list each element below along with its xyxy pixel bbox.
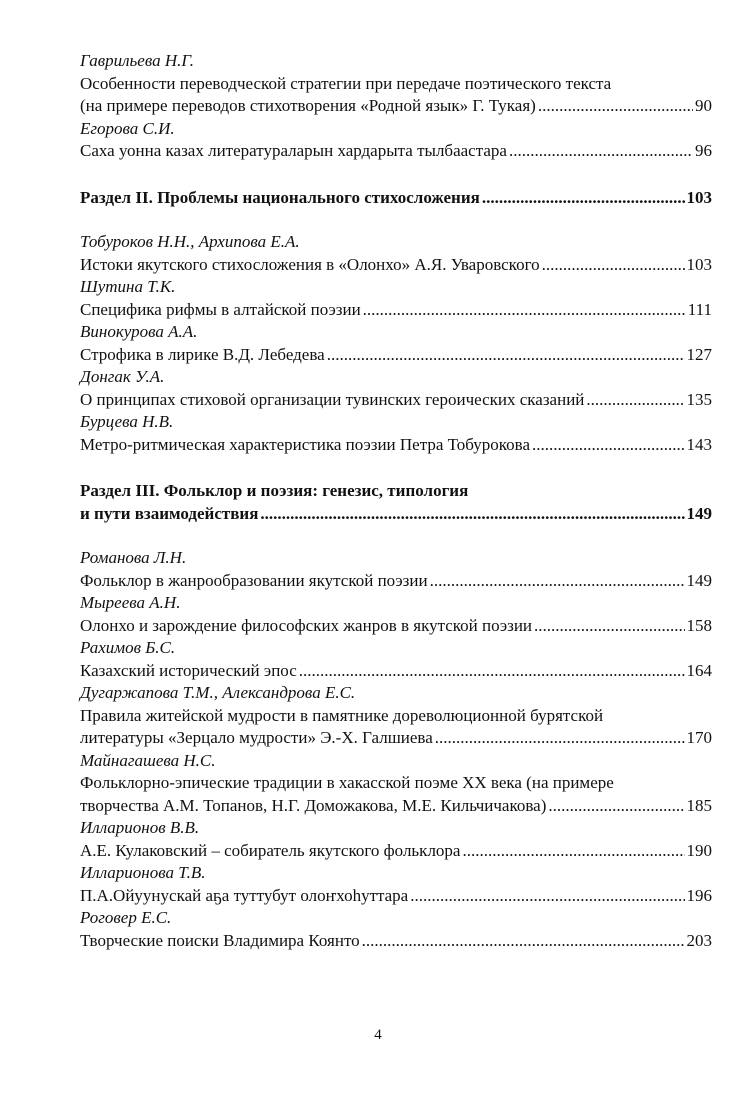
entry-title: (на примере переводов стихотворения «Родной язык» Г. Тукая) xyxy=(80,96,536,115)
entry-author: Тобуроков Н.Н., Архипова Е.А. xyxy=(80,232,300,251)
page-ref: 196 xyxy=(686,885,712,905)
toc-entry xyxy=(80,411,712,456)
entry-author: Майнагашева Н.С. xyxy=(80,750,216,770)
entry-title: Саха уонна казах литератураларын хардарыта тылбаастара xyxy=(80,141,507,160)
dot-leader xyxy=(410,885,684,908)
dot-leader xyxy=(363,299,686,322)
entry-title: Метро-ритмическая характеристика поэзии Петра Тобурокова xyxy=(80,434,531,454)
toc-entry xyxy=(80,366,712,411)
page-ref: 158 xyxy=(686,615,712,635)
section-heading xyxy=(80,187,712,210)
entry-author: Рахимов Б.С. xyxy=(80,638,176,657)
page-number: 4 xyxy=(374,1027,382,1043)
entry-title: творчества А.М. Топанов, Н.Г. Доможакова, М.Е. Кильчичакова) xyxy=(80,795,547,815)
entry-title-with-page xyxy=(80,840,712,863)
page-ref: 96 xyxy=(695,141,712,160)
page-ref: 143 xyxy=(686,434,712,454)
toc-entry xyxy=(80,276,712,321)
page-ref: 149 xyxy=(686,503,712,523)
page-ref: 203 xyxy=(686,930,712,950)
toc-entry xyxy=(80,907,712,952)
section-title: Раздел II. Проблемы национального стихосложения xyxy=(80,187,480,207)
toc-entry xyxy=(80,682,712,750)
entry-author: Егорова С.И. xyxy=(80,118,175,138)
toc-entry xyxy=(80,231,712,276)
entry-author: Винокурова А.А. xyxy=(80,322,198,341)
entry-title-line: Правила житейской мудрости в памятнике дореволюционной бурятской xyxy=(80,705,604,725)
entry-title-with-page xyxy=(80,615,712,638)
entry-title-with-page xyxy=(80,254,712,277)
entry-title-line: Особенности переводческой стратегии при передаче поэтического текста xyxy=(80,73,612,93)
toc-entry xyxy=(80,862,712,907)
entry-title: литературы «Зерцало мудрости» Э.-Х. Галшиева xyxy=(80,728,433,747)
toc-entry xyxy=(80,321,712,366)
entry-title-with-page xyxy=(80,885,712,908)
page-ref: 127 xyxy=(686,344,712,364)
page-ref: 190 xyxy=(686,840,712,860)
toc-entry xyxy=(80,592,712,637)
entry-title: Специфика рифмы в алтайской поэзии xyxy=(80,299,361,319)
toc-entry xyxy=(80,750,712,818)
entry-title-with-page xyxy=(80,299,712,322)
entry-title: Олонхо и зарождение философских жанров в якутской поэзии xyxy=(80,615,533,635)
entry-author: Илларионов В.В. xyxy=(80,818,200,837)
dot-leader xyxy=(260,503,684,526)
dot-leader xyxy=(482,187,685,210)
entry-title: Творческие поиски Владимира Коянто xyxy=(80,930,360,950)
dot-leader xyxy=(430,570,685,593)
page-ref: 90 xyxy=(695,96,712,115)
entry-title-with-page xyxy=(80,140,712,163)
toc-entry xyxy=(80,118,712,163)
dot-leader xyxy=(509,140,693,163)
page-ref: 185 xyxy=(686,795,712,815)
page-ref: 103 xyxy=(686,187,712,207)
page-ref: 149 xyxy=(686,570,712,590)
page-ref: 103 xyxy=(686,254,712,274)
entry-title-line: Фольклорно-эпические традиции в хакасской поэме XX века (на примере xyxy=(80,773,614,792)
entry-author: Мыреева А.Н. xyxy=(80,593,181,612)
entry-title: А.Е. Кулаковский – собиратель якутского фольклора xyxy=(80,840,461,860)
dot-leader xyxy=(462,840,684,863)
section-title: и пути взаимодействия xyxy=(80,503,259,523)
entry-author: Донгак У.А. xyxy=(80,367,165,386)
entry-title: Фольклор в жанрообразовании якутской поэзии xyxy=(80,570,428,590)
entry-author: Гаврильева Н.Г. xyxy=(80,51,195,70)
entry-title-with-page xyxy=(80,344,712,367)
entry-title: Истоки якутского стихосложения в «Олонхо» А.Я. Уваровского xyxy=(80,254,540,274)
entry-title: Казахский исторический эпос xyxy=(80,660,297,680)
toc-entry xyxy=(80,547,712,592)
entry-author: Дугаржапова Т.М., Александрова Е.С. xyxy=(80,683,356,702)
dot-leader xyxy=(586,389,684,412)
dot-leader xyxy=(538,95,693,118)
section-spacer xyxy=(80,456,712,480)
toc-entry xyxy=(80,637,712,682)
page-ref: 164 xyxy=(686,660,712,680)
dot-leader xyxy=(299,660,685,683)
entry-title-with-page xyxy=(80,930,712,953)
entry-title-with-page xyxy=(80,727,712,750)
dot-leader xyxy=(542,254,685,277)
entry-title: Строфика в лирике В.Д. Лебедева xyxy=(80,344,325,364)
dot-leader xyxy=(362,930,685,953)
entry-title-with-page xyxy=(80,660,712,683)
page-ref: 170 xyxy=(686,728,712,747)
page-ref: 111 xyxy=(687,299,712,319)
section-spacer xyxy=(80,209,712,231)
dot-leader xyxy=(548,795,684,818)
table-of-contents xyxy=(80,50,712,952)
section-spacer xyxy=(80,163,712,187)
section-title-line: Раздел III. Фольклор и поэзия: генезис, типология xyxy=(80,481,469,500)
section-title-with-page xyxy=(80,503,712,526)
entry-title-with-page xyxy=(80,570,712,593)
section-heading xyxy=(80,480,712,525)
entry-title: П.А.Ойуунускай аҕа туттубут олоҥхоһуттара xyxy=(80,885,409,905)
dot-leader xyxy=(435,727,685,750)
dot-leader xyxy=(532,434,684,457)
entry-author: Романова Л.Н. xyxy=(80,548,187,567)
dot-leader xyxy=(327,344,685,367)
entry-author: Илларионова Т.В. xyxy=(80,863,206,882)
entry-author: Роговер Е.С. xyxy=(80,908,172,927)
entry-title-with-page xyxy=(80,95,712,118)
entry-title-with-page xyxy=(80,795,712,818)
toc-entry xyxy=(80,817,712,862)
entry-title: О принципах стиховой организации тувинских героических сказаний xyxy=(80,389,585,409)
entry-title-with-page xyxy=(80,434,712,457)
toc-entry xyxy=(80,50,712,118)
section-spacer xyxy=(80,525,712,547)
dot-leader xyxy=(534,615,684,638)
page-ref: 135 xyxy=(686,389,712,409)
section-title-with-page xyxy=(80,187,712,210)
entry-author: Бурцева Н.В. xyxy=(80,412,174,431)
entry-author: Шутина Т.К. xyxy=(80,277,176,296)
entry-title-with-page xyxy=(80,389,712,412)
